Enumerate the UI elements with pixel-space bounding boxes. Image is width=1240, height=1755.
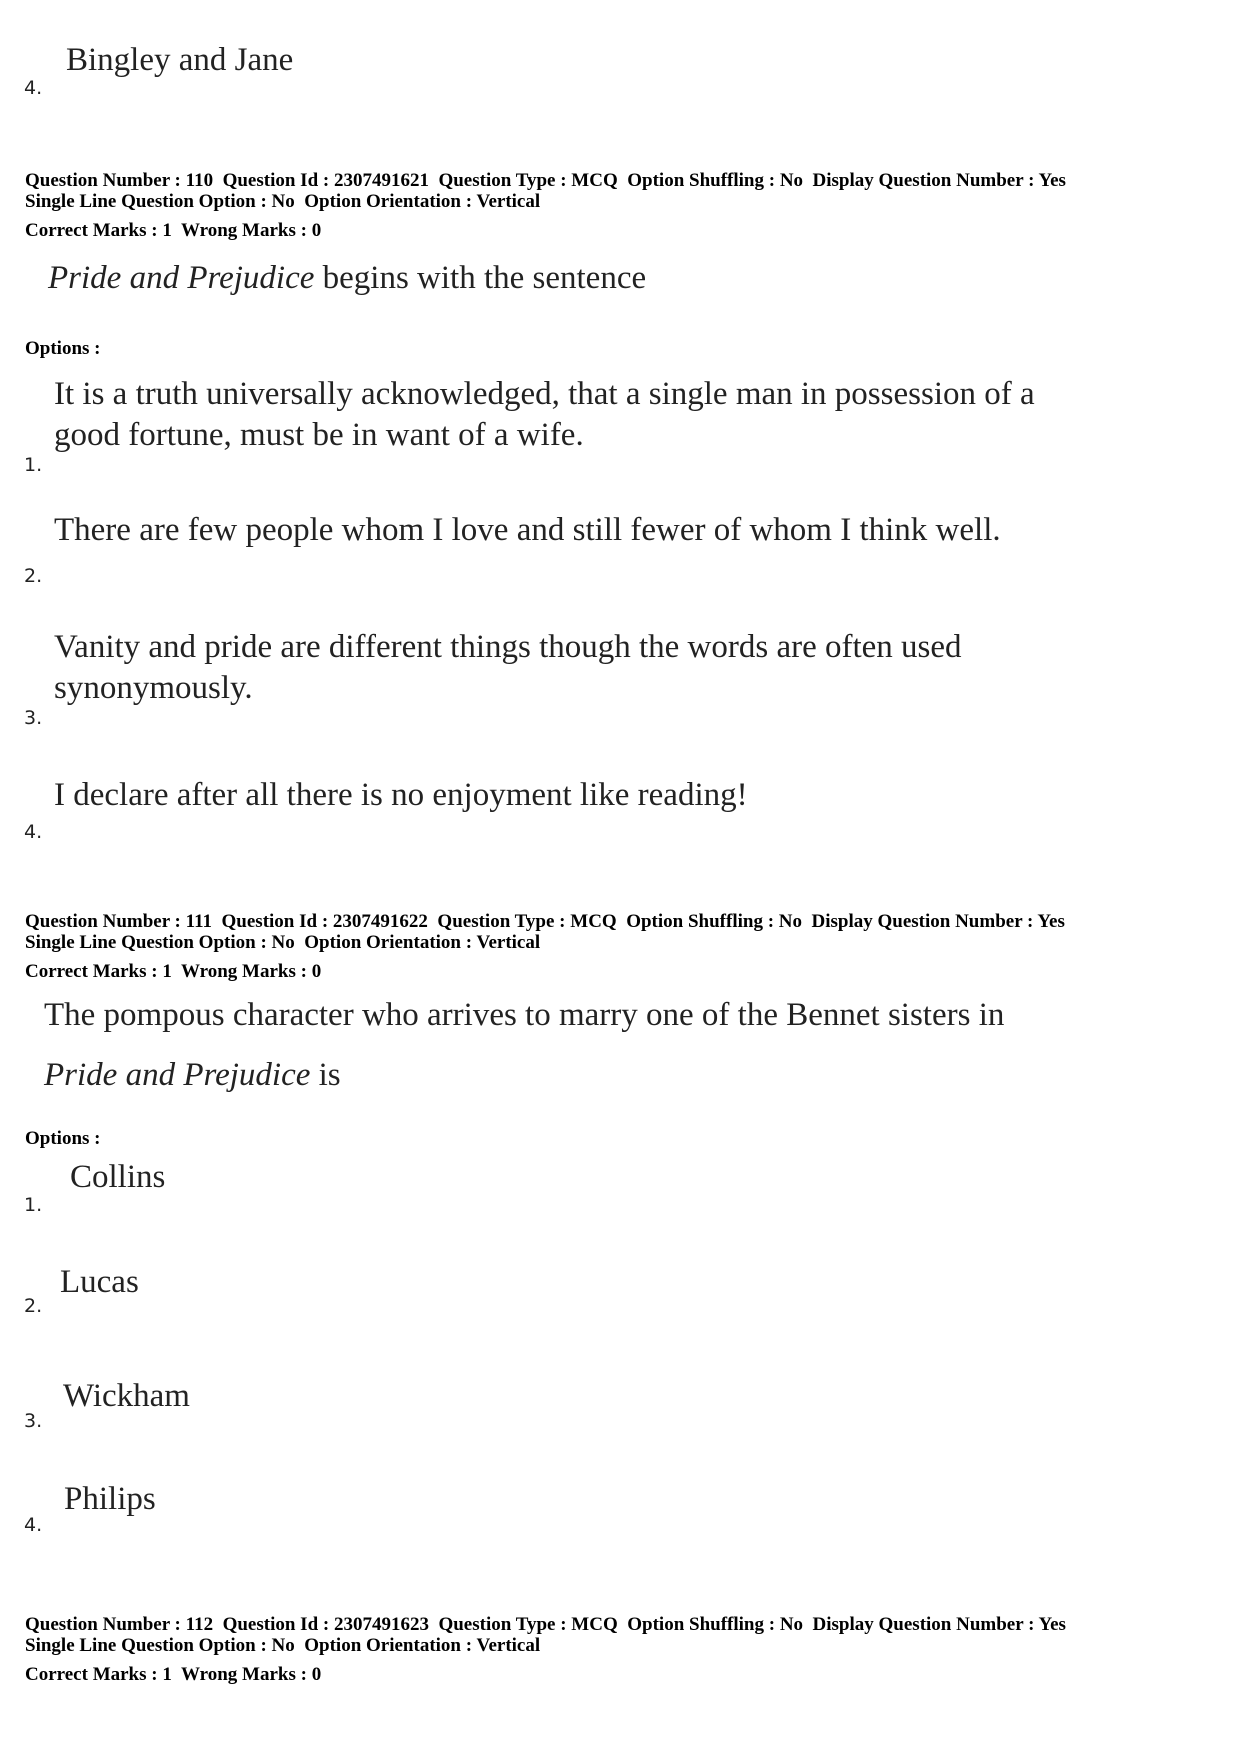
option-2-number: 2.: [24, 565, 43, 587]
stem-text: begins with the sentence: [314, 260, 647, 296]
option-3-number: 3.: [24, 707, 43, 729]
stem-text: is: [310, 1057, 341, 1093]
option-1-number: 1.: [24, 1194, 43, 1216]
option-text: Bingley and Jane: [66, 42, 294, 78]
question-stem-line: The pompous character who arrives to marry one of the Bennet sisters in: [44, 997, 1005, 1033]
options-label: Options :: [25, 338, 101, 359]
option-number: 4.: [24, 77, 43, 99]
question-meta-line: Question Number : 112 Question Id : 2307491623 Question Type : MCQ Option Shuffling : No Display Question Number : Yes: [25, 1614, 1066, 1635]
marks-line: Correct Marks : 1 Wrong Marks : 0: [25, 1664, 322, 1685]
question-stem: [48, 258, 646, 298]
option-2-text[interactable]: Lucas: [60, 1264, 139, 1300]
option-2-text[interactable]: There are few people whom I love and still fewer of whom I think well.: [54, 512, 1001, 548]
marks-line: Correct Marks : 1 Wrong Marks : 0: [25, 961, 322, 982]
question-stem: [44, 1055, 341, 1095]
option-4-text[interactable]: I declare after all there is no enjoyment like reading!: [54, 777, 748, 813]
options-label: Options :: [25, 1128, 101, 1149]
question-meta-line: Question Number : 111 Question Id : 2307491622 Question Type : MCQ Option Shuffling : No Display Question Number : Yes: [25, 911, 1065, 932]
option-1-number: 1.: [24, 454, 43, 476]
option-3-text[interactable]: Wickham: [63, 1378, 190, 1414]
marks-line: Correct Marks : 1 Wrong Marks : 0: [25, 220, 322, 241]
option-4-number: 4.: [24, 1514, 43, 1536]
option-1-text[interactable]: Collins: [70, 1159, 166, 1195]
question-meta-line: Question Number : 110 Question Id : 2307491621 Question Type : MCQ Option Shuffling : No Display Question Number : Yes: [25, 170, 1066, 191]
book-title: Pride and Prejudice: [44, 1057, 311, 1093]
question-meta-line: Single Line Question Option : No Option Orientation : Vertical: [25, 932, 541, 953]
question-meta-line: Single Line Question Option : No Option Orientation : Vertical: [25, 1635, 541, 1656]
option-4-text[interactable]: Philips: [64, 1481, 156, 1517]
question-meta-line: Single Line Question Option : No Option Orientation : Vertical: [25, 191, 541, 212]
option-3-text[interactable]: Vanity and pride are different things though the words are often used synonymously.: [54, 629, 962, 706]
option-1-text[interactable]: It is a truth universally acknowledged, that a single man in possession of a good fortune, must be in want of a wife.: [54, 376, 1035, 453]
option-2-number: 2.: [24, 1295, 43, 1317]
option-4-number: 4.: [24, 821, 43, 843]
option-3-number: 3.: [24, 1410, 43, 1432]
book-title: Pride and Prejudice: [48, 260, 315, 296]
